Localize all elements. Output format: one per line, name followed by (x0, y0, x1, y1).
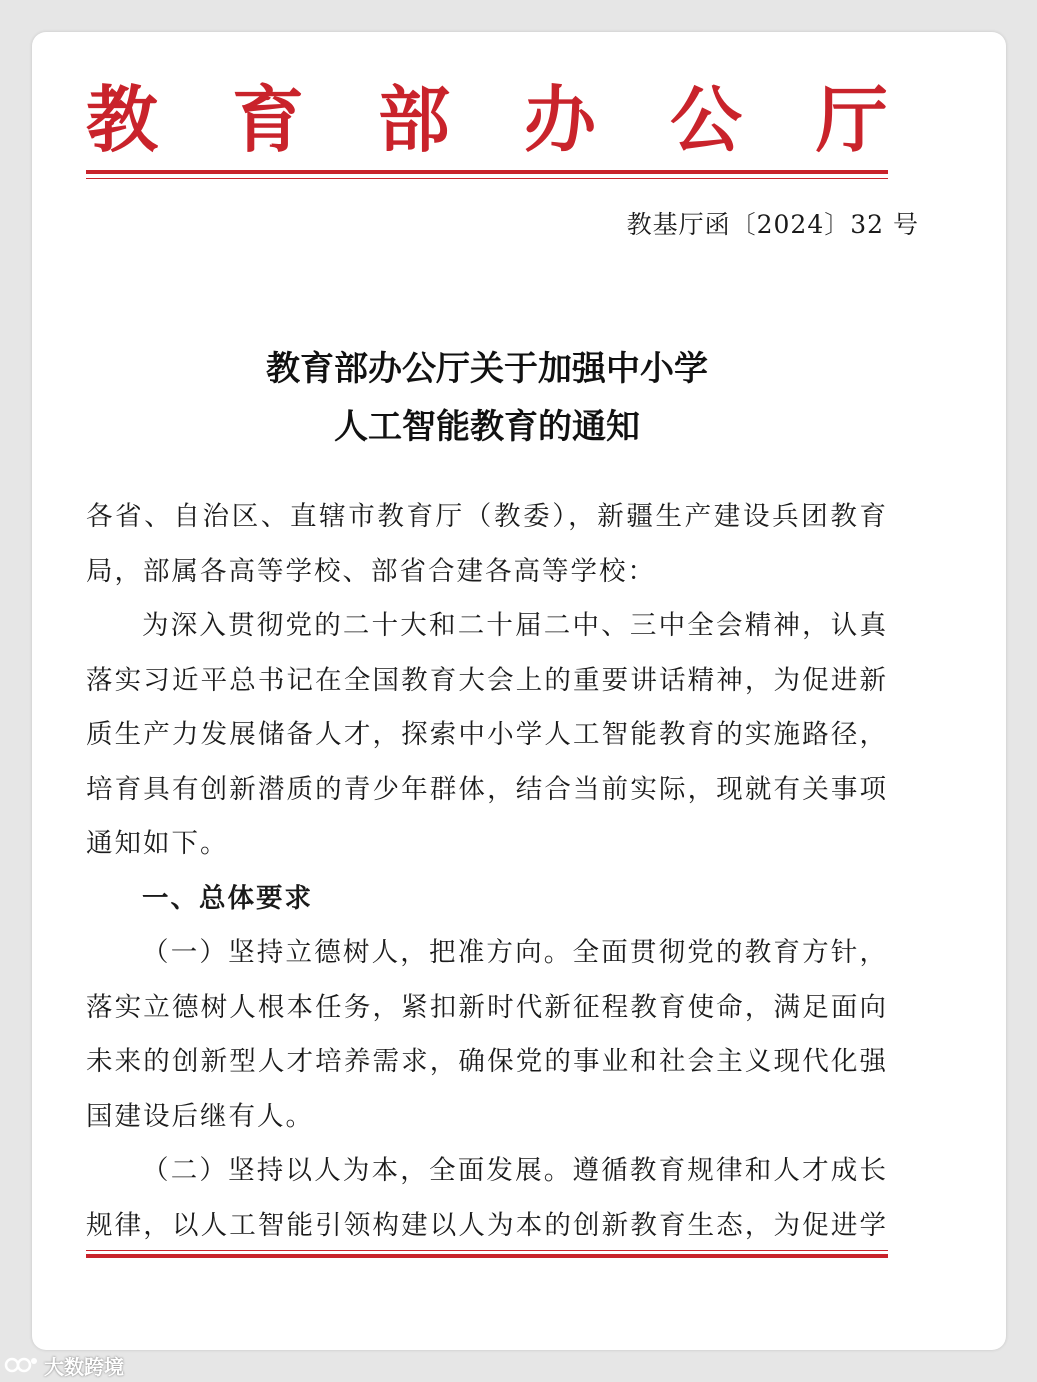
body-line: 通知如下。 (86, 828, 229, 859)
document-title (86, 340, 888, 456)
body-line: 规律，以人工智能引领构建以人为本的创新教育生态，为促进学 (86, 1209, 888, 1241)
body-line: 为深入贯彻党的二十大和二十届二中、三中全会精神，认真 (142, 610, 888, 641)
masthead-divider (86, 170, 888, 174)
body-line: 未来的创新型人才培养需求，确保党的事业和社会主义现代化强 (86, 1046, 888, 1077)
title-line-2: 人工智能教育的通知 (334, 407, 640, 447)
footer-divider (86, 1250, 888, 1251)
masthead-char: 厅 (815, 77, 888, 162)
body-line: 质生产力发展储备人才，探索中小学人工智能教育的实施路径， (86, 719, 888, 750)
masthead-char: 办 (523, 77, 596, 162)
body-line: 国建设后继有人。 (86, 1100, 314, 1132)
watermark (4, 1352, 124, 1378)
section-heading: 一、总体要求 (142, 882, 313, 914)
title-line-1: 教育部办公厅关于加强中小学 (266, 349, 708, 389)
body-line: 局，部属各高等学校、部省合建各高等学校： (86, 555, 656, 587)
body-line: （二）坚持以人为本，全面发展。遵循教育规律和人才成长 (142, 1155, 888, 1186)
masthead-char: 部 (377, 77, 450, 162)
watermark-text: 大数跨境 (44, 1354, 124, 1379)
document-body (86, 490, 888, 1253)
body-line: 培育具有创新潜质的青少年群体，结合当前实际，现就有关事项 (86, 773, 888, 805)
body-line: 落实立德树人根本任务，紧扣新时代新征程教育使命，满足面向 (86, 991, 888, 1023)
body-line: （一）坚持立德树人，把准方向。全面贯彻党的教育方针， (142, 937, 888, 968)
body-line: 各省、自治区、直辖市教育厅（教委），新疆生产建设兵团教育 (86, 501, 888, 532)
body-line: 落实习近平总书记在全国教育大会上的重要讲话精神，为促进新 (86, 664, 888, 696)
watermark-logo-icon (4, 1354, 40, 1376)
masthead (86, 70, 888, 170)
masthead-char: 公 (669, 77, 742, 162)
masthead-char: 教 (86, 77, 159, 162)
masthead-char: 育 (231, 77, 304, 162)
document-number: 教基厅函〔2024〕32 号 (626, 210, 919, 239)
